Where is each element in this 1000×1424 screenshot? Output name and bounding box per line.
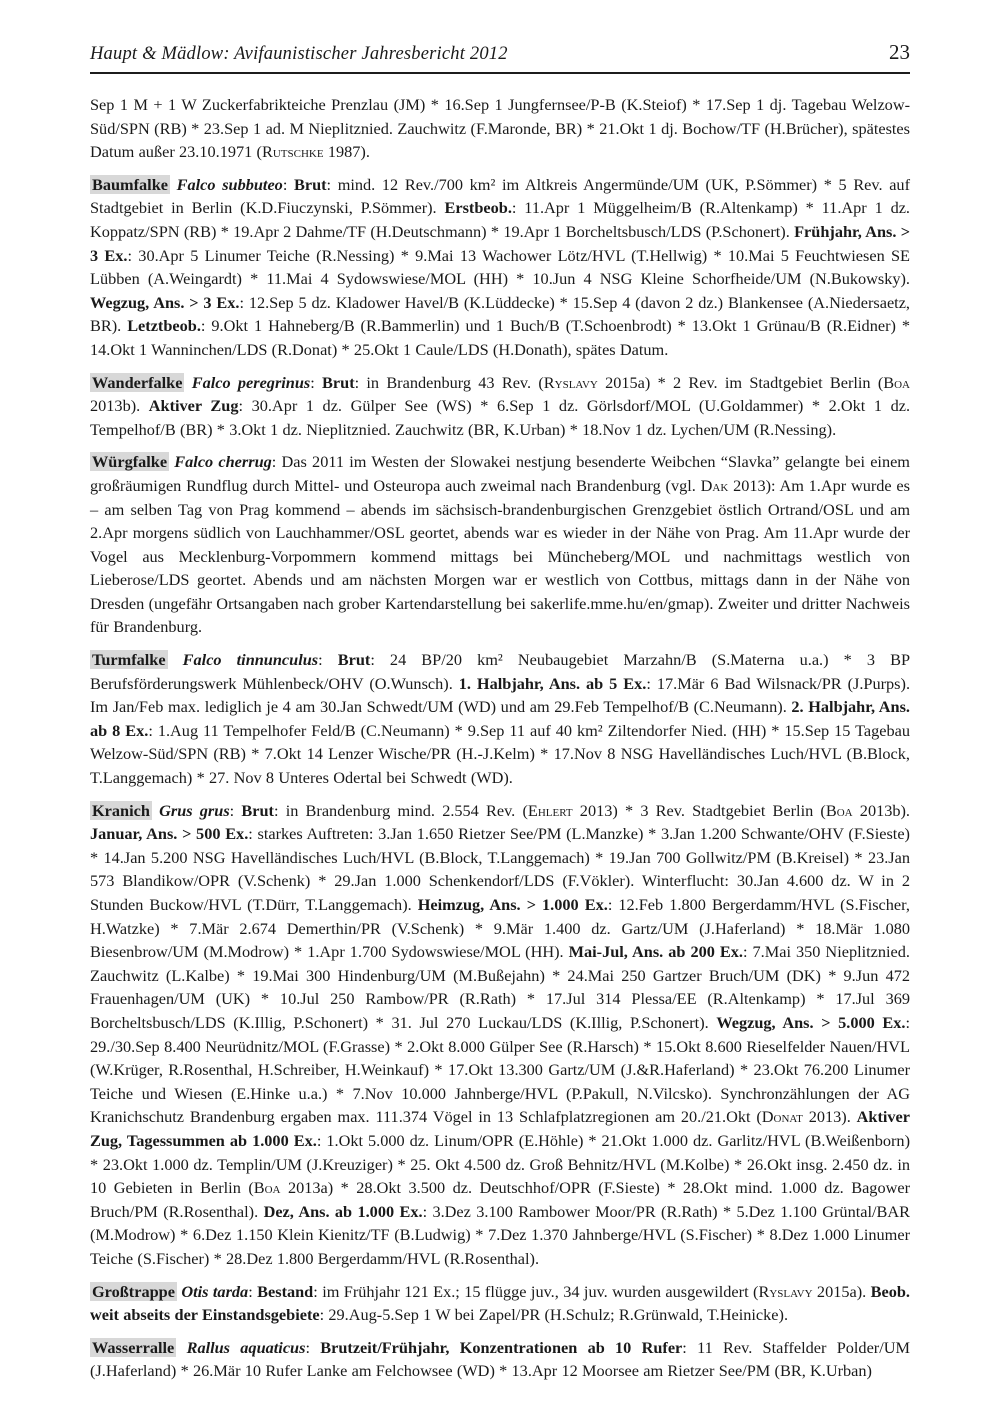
page-number: 23 (889, 40, 910, 64)
text-run: : 30.Apr 5 Linumer Teiche (R.Nessing) * 9.Mai 13 Wachower Lötz/HVL (T.Hellwig) * 10.Mai 5 Feuchtwiesen SE Lübben (A.Weingardt) * 11.Mai 4 Sydowswiese/MOL (HH) * 10.Jun 4 NSG Kleine Schorfheide/UM (N.Bukowsky). (90, 245, 910, 289)
continuation-entry (90, 93, 910, 164)
text-run: Boa (825, 800, 853, 820)
text-run: Falco tinnunculus (182, 650, 319, 670)
text-run: 2015a) * 2 Rev. im Stadtgebiet Berlin ( (597, 372, 884, 392)
text-run: Brut (241, 800, 274, 820)
text-run: 2013) * 3 Rev. Stadtgebiet Berlin ( (572, 800, 826, 820)
text-run: Otis tarda (181, 1281, 249, 1301)
text-run: : (310, 372, 323, 392)
text-run: Frühjahr, Ans. > 3 Ex. (90, 221, 911, 265)
text-run (176, 1338, 186, 1357)
text-run: 2013b). (90, 396, 149, 416)
text-run: 1. Halbjahr, Ans. ab 5 Ex. (458, 673, 647, 693)
text-run: 2013b). (852, 800, 911, 820)
text-run (170, 175, 177, 194)
text-run: Heimzug, Ans. > 1.000 Ex. (417, 895, 608, 914)
text-run: : 1.Aug 11 Tempelhofer Feld/B (C.Neumann) * 9.Sep 11 auf 40 km² Ziltendorfer Nied. (HH) * 15.Sep 15 Tagebau Welzow-Süd/SPN (RB) * 7.Okt 14 Lenzer Wische/PR (H.-J.Kelm) * 17.Nov 8 NSG Havelländisches Luch/HVL (B.Block, T.Langgemach) * 27. Nov 8 Unteres Odertal bei Schwedt (WD). (90, 720, 910, 788)
text-run: Falco peregrinus (191, 372, 311, 392)
species-name: Würgfalke (92, 452, 168, 472)
text-run: : mind. 12 Rev./700 km² im Altkreis Angermünde/UM (UK, P.Sömmer) * 5 Rev. auf Stadtgebiet in Berlin (K.D.Fiuczynski, P.Sömmer). (90, 174, 910, 218)
text-run: Dez, Ans. ab 1.000 Ex. (263, 1201, 423, 1221)
text-run: Falco subbuteo (176, 174, 283, 194)
text-run: : in Brandenburg mind. 2.554 Rev. ( (273, 800, 528, 820)
wasserralle-entry (90, 1336, 910, 1383)
text-run: Erstbeob. (444, 198, 512, 218)
text-run: Letztbeob. (127, 316, 201, 336)
species-name: Wanderfalke (92, 372, 183, 392)
text-run: 2. Halbjahr, Ans. ab 8 Ex. (90, 697, 910, 740)
text-run: : 12.Feb 1.800 Bergerdamm/HVL (S.Fischer, H.Watzke) * 7.Mär 2.674 Demerthin/PR (V.Schenk) * 9.Mär 1.400 dz. Gartz/UM (J.Haferland) * 18.Mär 1.080 Biesenbrow/UM (M.Modrow) * 1.Apr 1.700 Sydowswiese/MOL (HH). (90, 895, 910, 962)
text-run: Ehlert (527, 800, 573, 820)
text-run: : 29.Aug-5.Sep 1 W bei Zapel/PR (H.Schulz; R.Grünwald, T.Heinicke). (319, 1305, 789, 1325)
text-run: Donat (761, 1107, 803, 1127)
text-run: Ryslavy (758, 1281, 813, 1301)
text-run: Wegzug, Ans. > 3 Ex. (90, 292, 240, 312)
species-name: Turmfalke (92, 650, 166, 670)
baumfalke-entry (90, 173, 910, 362)
text-run: Brut (322, 372, 355, 392)
text-run: Dak (700, 475, 729, 495)
text-run: Rutschke (261, 142, 324, 162)
text-run: Aktiver Zug (148, 396, 239, 416)
text-run: : (305, 1337, 321, 1357)
text-run: Aktiver Zug, Tagessummen ab 1.000 Ex. (90, 1107, 910, 1150)
text-run: : 17.Mär 6 Bad Wilsnack/PR (J.Purps). Im Jan/Feb max. lediglich je 4 am 30.Jan Schwedt/UM (WD) und am 29.Feb Tempelhof/B (C.Neumann). (90, 673, 911, 717)
grosstrappe-entry (90, 1280, 910, 1327)
text-run: Bestand (257, 1281, 314, 1301)
text-run: : 7.Mai 350 Nieplitznied. Zauchwitz (L.Kalbe) * 19.Mai 300 Hindenburg/UM (M.Bußejahn) * 24.Mai 250 Gartzer Bruch/UM (DK) * 9.Jun 472 Frauenhagen/UM (UK) * 10.Jul 250 Rambow/PR (R.Rath) * 17.Jul 314 Plessa/EE (R.Altenkamp) * 17.Jul 369 Borcheltsbusch/LDS (K.Illig, P.Schonert) * 31. Jul 270 Luckau/LDS (K.Illig, P.Schonert). (90, 942, 910, 1032)
text-run: Sep 1 M + 1 W Zuckerfabrikteiche Prenzlau (JM) * 16.Sep 1 Jungfernsee/P-B (K.Steiof) * 17.Sep 1 dj. Tagebau Welzow-Süd/SPN (RB) * 23.Sep 1 ad. M Nieplitznied. Zauchwitz (F.Maronde, BR) * 21.Okt 1 dj. Bochow/TF (H.Brücher), spätestes Datum außer 23.10.1971 ( (90, 95, 910, 162)
text-run: : (318, 650, 338, 670)
species-name: Baumfalke (92, 174, 168, 194)
text-run: Boa (883, 372, 910, 392)
text-run: : 1.Okt 5.000 dz. Linum/OPR (E.Höhle) * 21.Okt 1.000 dz. Garlitz/HVL (B.Weißenborn) * 23.Okt 1.000 dz. Templin/UM (J.Kreuziger) * 25. Okt 4.500 dz. Groß Behnitz/HVL (M.Kolbe) * 26.Okt insg. 2.450 dz. in 10 Gebieten in Berlin ( (90, 1130, 910, 1198)
running-header (90, 0, 910, 74)
text-run (168, 650, 183, 669)
text-run: : 3.Dez 3.100 Rambower Moor/PR (R.Rath) * 5.Dez 1.100 Grüntal/BAR (M.Modrow) * 6.Dez 1.150 Klein Kienitz/TF (B.Ludwig) * 7.Dez 1.370 Jahnberge/HVL (S.Fischer) * 8.Dez 1.000 Linumer Teiche (S.Fischer) * 28.Dez 1.800 Bergerdamm/HVL (R.Rosenthal). (90, 1201, 910, 1268)
text-run: Mai-Jul, Ans. ab 200 Ex. (568, 942, 743, 962)
turmfalke-entry (90, 648, 910, 790)
wuergfalke-entry (90, 450, 910, 639)
text-run: Falco cherrug (174, 452, 272, 472)
running-header-title: Haupt & Mädlow: Avifaunistischer Jahresbericht 2012 (90, 44, 508, 64)
kranich-entry (90, 799, 910, 1271)
text-run: : im Frühjahr 121 Ex.; 15 flügge juv., 34 juv. wurden ausgewildert ( (313, 1281, 759, 1301)
text-run: 2015a). (812, 1281, 871, 1301)
text-run: Brut (337, 650, 371, 670)
text-run: Januar, Ans. > 500 Ex. (90, 824, 249, 844)
text-run: Brut (293, 174, 327, 194)
text-run: : 30.Apr 1 dz. Gülper See (WS) * 6.Sep 1 dz. Görlsdorf/MOL (U.Goldammer) * 2.Okt 1 dz. Tempelhof/B (BR) * 3.Okt 1 dz. Nieplitznied. Zauchwitz (BR, K.Urban) * 18.Nov 1 dz. Lychen/UM (R.Nessing). (90, 396, 911, 439)
text-run: Rallus aquaticus (186, 1337, 306, 1357)
text-run: Grus grus (159, 800, 230, 820)
species-name: Kranich (92, 800, 150, 820)
text-run: : Das 2011 im Westen der Slowakei nestjung besenderte Weibchen “Slavka” gelangte bei einem großräumigen Rundflug durch Mittel- und Osteuropa auch zweimal nach Brandenburg (vgl. (90, 452, 910, 495)
text-run: : (229, 800, 242, 820)
text-run: : 9.Okt 1 Hahneberg/B (R.Bammerlin) und 1 Buch/B (T.Schoenbrodt) * 13.Okt 1 Grünau/B (R.Eidner) * 14.Okt 1 Wanninchen/LDS (R.Donat) * 25.Okt 1 Caule/LDS (H.Donath), spätes Datum. (90, 316, 911, 359)
text-run: 2013): Am 1.Apr wurde es – am selben Tag von Prag kommend – abends im sächsisch-brandenburgischen Grenzgebiet östlich Ortrand/OSL und am 2.Apr morgens südlich von Lauchhammer/OSL geortet, abends war es wieder in der Nähe von Prag. Am 11.Apr wurde der Vogel aus Mecklenburg-Vorpommern kommend mittags bei Müncheberg/MOL und nachmittags westlich von Lieberose/LDS geortet. Abends und am nächsten Morgen war er westlich von Cottbus, mittags dann in der Nähe von Dresden (ungefähr Ortsangaben nach grober Kartendarstellung bei sakerlife.mme.hu/en/gmap). Zweiter und dritter Nachweis für Brandenburg. (90, 475, 910, 637)
text-run: : (248, 1281, 258, 1301)
text-run: : 24 BP/20 km² Neubaugebiet Marzahn/B (S.Materna u.a.) * 3 BP Berufsförderungswerk Mühlenbeck/OHV (O.Wunsch). (90, 650, 911, 693)
text-run: : starkes Auftreten: 3.Jan 1.650 Rietzer See/PM (L.Manzke) * 3.Jan 1.200 Schwante/OHV (F.Sieste) * 14.Jan 5.200 NSG Havelländisches Luch/HVL (B.Block, T.Langgemach) * 19.Jan 700 Gollwitz/PM (B.Kreisel) * 23.Jan 573 Blandikow/OPR (V.Schenk) * 29.Jan 1.000 Schenkendorf/LDS (F.Vökler). Winterflucht: 30.Jan 4.600 dz. W in 2 Stunden Buckow/HVL (T.Dürr, T.Langgemach). (90, 824, 910, 914)
text-run: : 12.Sep 5 dz. Kladower Havel/B (K.Lüddecke) * 15.Sep 4 (davon 2 dz.) Blankensee (A.Niedersaetz, BR). (90, 292, 910, 336)
text-run: Brutzeit/Frühjahr, Konzentrationen ab 10 Rufer (320, 1337, 683, 1357)
text-run: Boa (253, 1178, 281, 1198)
document-body (90, 93, 910, 1383)
text-run: : 11.Apr 1 Müggelheim/B (R.Altenkamp) * 11.Apr 1 dz. Koppatz/SPN (RB) * 19.Apr 2 Dahme/TF (H.Deutschmann) * 19.Apr 1 Borcheltsbusch/LDS (P.Schonert). (90, 198, 911, 241)
text-run: 2013a) * 28.Okt 3.500 dz. Deutschhof/OPR (F.Sieste) * 28.Okt mind. 1.000 dz. Bagower Bruch/PM (R.Rosenthal). (90, 1178, 910, 1221)
text-run: Wegzug, Ans. > 5.000 Ex. (716, 1012, 906, 1032)
species-name: Wasserralle (92, 1337, 175, 1357)
text-run: 1987). (323, 142, 370, 162)
species-name: Großtrappe (92, 1281, 175, 1301)
text-run: Beob. weit abseits der Einstandsgebiete (90, 1281, 910, 1325)
text-run (184, 373, 191, 392)
text-run: : (282, 174, 294, 194)
text-run: 2013). (802, 1107, 857, 1127)
text-run: : 11 Rev. Staffelder Polder/UM (J.Haferland) * 26.Mär 10 Rufer Lanke am Felchowsee (WD) * 13.Apr 12 Moorsee am Rietzer See/PM (BR, K.Urban) (90, 1337, 910, 1381)
text-run: Ryslavy (543, 372, 598, 392)
text-run: : in Brandenburg 43 Rev. ( (354, 372, 544, 392)
text-run: : 29./30.Sep 8.400 Neurüdnitz/MOL (F.Grasse) * 2.Okt 8.000 Gülper See (R.Harsch) * 15.Okt 8.600 Rieselfelder Nauen/HVL (W.Krüger, R.Rosenthal, H.Schreiber, H.Weinkauf) * 17.Okt 13.300 Gartz/UM (J.&R.Haferland) * 23.Okt 76.200 Linumer Teiche und Wiesen (E.Hinke u.a.) * 7.Nov 10.000 Jahnberge/HVL (P.Pakull, N.Vilcsko). Synchronzählungen der AG Kranichschutz Brandenburg ergaben max. 111.374 Vögel in 13 Schlafplatzregionen am 20./21.Okt ( (90, 1012, 910, 1127)
wanderfalke-entry (90, 371, 910, 442)
